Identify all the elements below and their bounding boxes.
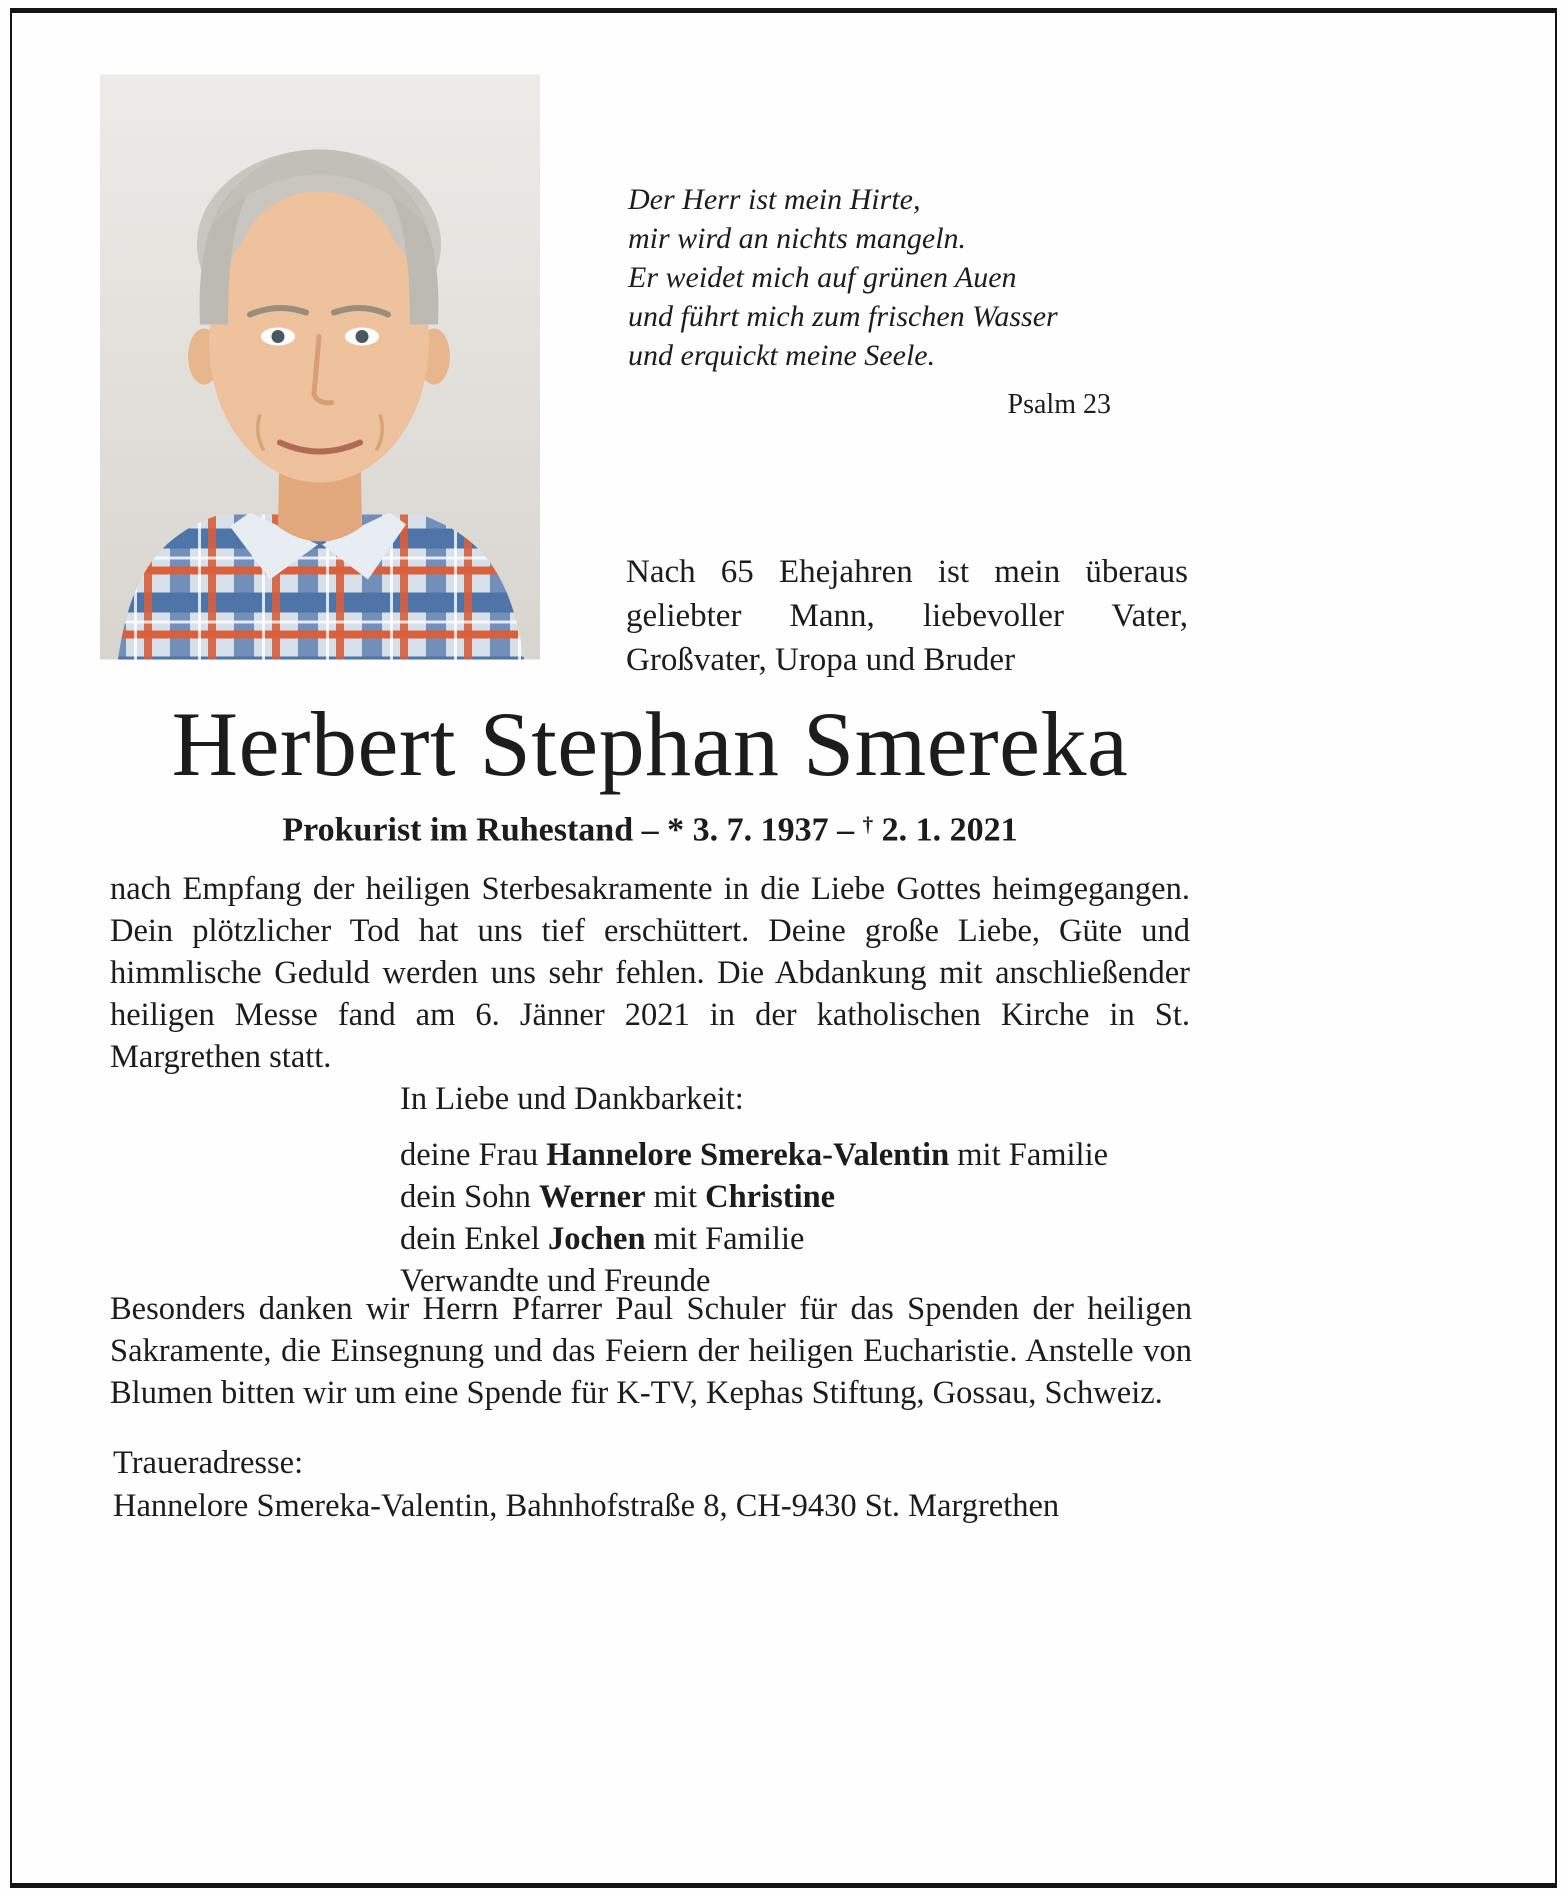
family-list	[400, 1134, 1108, 1302]
psalm-attribution: Psalm 23	[1007, 389, 1111, 420]
family-member-name: Hannelore Smereka-Valentin	[546, 1137, 950, 1173]
psalm-line: Der Herr ist mein Hirte,	[628, 183, 921, 216]
family-line-pre: Verwandte und Freunde	[400, 1263, 711, 1299]
psalm-line: und führt mich zum frischen Wasser	[628, 300, 1058, 333]
intro-paragraph: Nach 65 Ehejahren ist mein überaus geliebter Mann, liebevoller Vater, Großvater, Uropa und Bruder	[626, 554, 1188, 678]
mourning-address-block	[113, 1442, 1059, 1528]
portrait-photo-image	[100, 74, 540, 660]
gratitude-block	[400, 1078, 1108, 1302]
psalm-line: Er weidet mich auf grünen Auen	[628, 261, 1017, 294]
mourning-address-value: Hannelore Smereka-Valentin, Bahnhofstraße 8, CH-9430 St. Margrethen	[113, 1488, 1060, 1524]
life-dates	[110, 804, 1190, 850]
family-line-post: mit Familie	[645, 1221, 805, 1257]
portrait-photo	[100, 74, 540, 660]
life-dates-pre: Prokurist im Ruhestand – * 3. 7. 1937 –	[282, 811, 863, 849]
family-line-pre: deine Frau	[400, 1137, 547, 1173]
family-member-name: Christine	[705, 1179, 836, 1215]
family-line	[400, 1218, 1108, 1260]
psalm-line: und erquickt meine Seele.	[628, 339, 936, 372]
family-member-name: Werner	[539, 1179, 646, 1215]
family-member-name: Jochen	[548, 1221, 646, 1257]
psalm-quote	[628, 180, 1133, 424]
family-line	[400, 1134, 1108, 1176]
obituary-paragraph: nach Empfang der heiligen Sterbesakramente in die Liebe Gottes heimgegangen. Dein plötzlicher Tod hat uns tief erschüttert. Deine große Liebe, Güte und himmlische Geduld werden uns sehr fehlen. Die Abdankung mit anschließender heiligen Messe fand am 6. Jänner 2021 in der katholischen Kirche in St. Margrethen statt.	[110, 871, 1190, 1075]
family-line-pre: dein Enkel	[400, 1221, 549, 1257]
family-line-mid: mit	[645, 1179, 706, 1215]
death-date: 2. 1. 2021	[873, 811, 1018, 849]
family-line	[400, 1176, 1108, 1218]
gratitude-heading: In Liebe und Dankbarkeit:	[400, 1081, 744, 1117]
deceased-name: Herbert Stephan Smereka	[171, 693, 1129, 795]
psalm-line: mir wird an nichts mangeln.	[628, 222, 967, 255]
family-line-post: mit Familie	[949, 1137, 1109, 1173]
dagger-symbol: †	[862, 812, 874, 836]
family-line-pre: dein Sohn	[400, 1179, 540, 1215]
mourning-address-label: Traueradresse:	[113, 1445, 304, 1481]
thanks-paragraph: Besonders danken wir Herrn Pfarrer Paul Schuler für das Spenden der heiligen Sakramente, die Einsegnung und das Feiern der heiligen Eucharistie. Anstelle von Blumen bitten wir um eine Spende für K-TV, Kephas Stiftung, Gossau, Schweiz.	[110, 1291, 1192, 1411]
